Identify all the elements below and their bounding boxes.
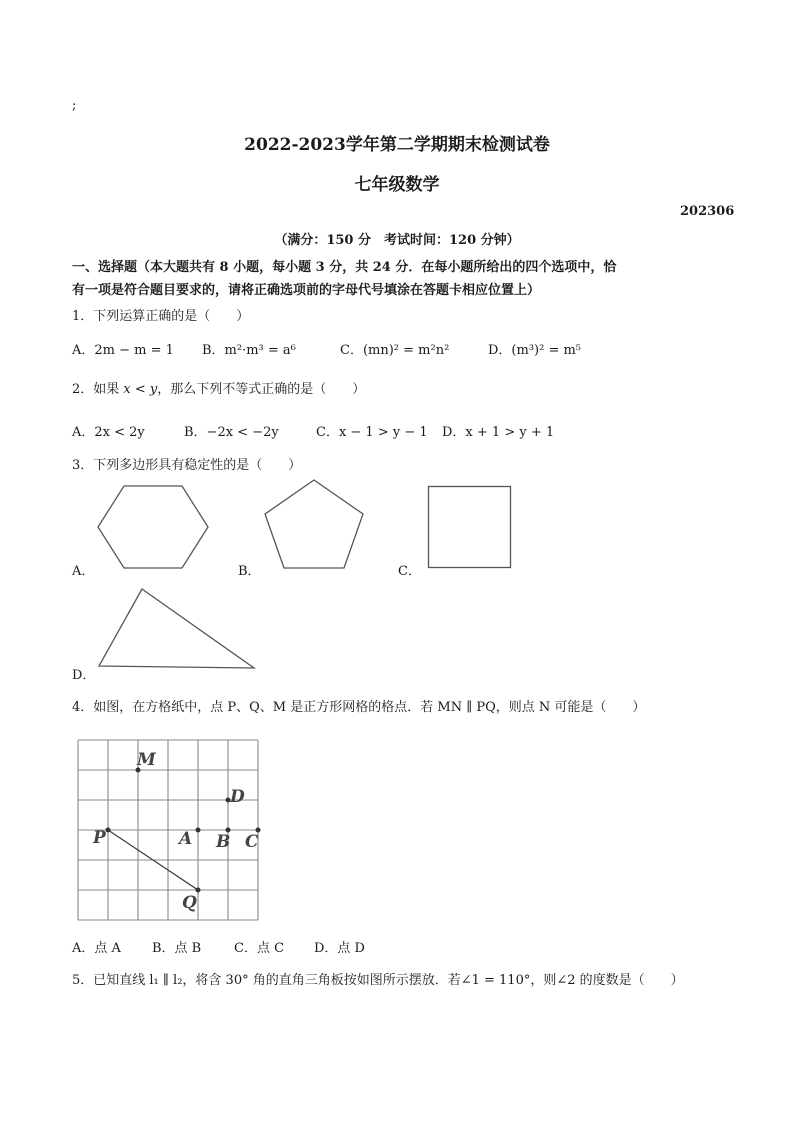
hexagon-shape (98, 486, 208, 568)
q2-stem-suffix: ，那么下列不等式正确的是（ ） (157, 382, 366, 397)
stray-mark: ; (72, 98, 77, 113)
q2-option-a: A．2x < 2y (72, 425, 145, 440)
pentagon-figure (262, 478, 366, 570)
q4-option-a: A．点 A (72, 941, 121, 956)
q4-option-d: D．点 D (314, 941, 365, 956)
label-b: B (216, 832, 231, 852)
triangle-figure (96, 586, 258, 670)
q5-stem: 5．已知直线 l₁ ∥ l₂，将含 30° 角的直角三角板按如图所示摆放．若∠1 = 110°，则∠2 的度数是（ ） (72, 973, 684, 988)
q2-option-d: D．x + 1 > y + 1 (442, 425, 555, 440)
section-heading-line2: 有一项是符合题目要求的，请将正确选项前的字母代号填涂在答题卡相应位置上） (72, 283, 541, 298)
label-a: A (179, 829, 193, 849)
label-q: Q (182, 893, 197, 913)
q3-stem: 3．下列多边形具有稳定性的是（ ） (72, 458, 302, 473)
q4-option-b: B．点 B (152, 941, 202, 956)
hexagon-figure (96, 484, 212, 570)
q1-stem: 1．下列运算正确的是（ ） (72, 309, 250, 324)
label-p: P (93, 828, 106, 848)
label-m: M (137, 750, 156, 770)
label-d: D (230, 787, 245, 807)
point-p-dot (106, 828, 111, 833)
q2-option-c: C．x − 1 > y − 1 (316, 425, 428, 440)
square-shape (429, 487, 511, 568)
q2-stem (72, 378, 365, 397)
exam-meta: （满分：150 分 考试时间：120 分钟） (274, 233, 520, 248)
section-heading-line1: 一、选择题（本大题共有 8 小题，每小题 3 分，共 24 分．在每小题所给出的四个选项中，恰 (72, 260, 617, 275)
q4-stem: 4．如图，在方格纸中，点 P、Q、M 是正方形网格的格点．若 MN ∥ PQ，则点 N 可能是（ ） (72, 700, 646, 715)
q2-option-b: B．−2x < −2y (184, 425, 279, 440)
q1-option-c: C．(mn)² = m²n² (340, 343, 450, 358)
square-figure (427, 485, 513, 569)
q2-stem-math: x < y (123, 382, 158, 397)
q1-option-d: D．(m³)² = m⁵ (488, 343, 582, 358)
q3-label-a: A． (72, 564, 95, 579)
triangle-shape (99, 589, 254, 668)
pentagon-shape (265, 480, 363, 568)
q1-option-a: A．2m − m = 1 (72, 343, 174, 358)
exam-code: 202306 (680, 204, 735, 219)
q3-label-b: B． (238, 564, 261, 579)
point-q-dot (196, 888, 201, 893)
q4-option-c: C．点 C (234, 941, 285, 956)
q4-grid-figure (74, 736, 266, 924)
q3-label-c: C． (398, 564, 421, 579)
point-a-dot (196, 828, 201, 833)
q3-label-d: D． (72, 668, 96, 683)
exam-title: 2022-2023学年第二学期期末检测试卷 (244, 135, 550, 155)
exam-subject: 七年级数学 (354, 175, 440, 195)
label-c: C (245, 832, 259, 852)
q2-stem-prefix: 2．如果 (72, 382, 124, 397)
q1-option-b: B．m²·m³ = a⁶ (202, 343, 296, 358)
